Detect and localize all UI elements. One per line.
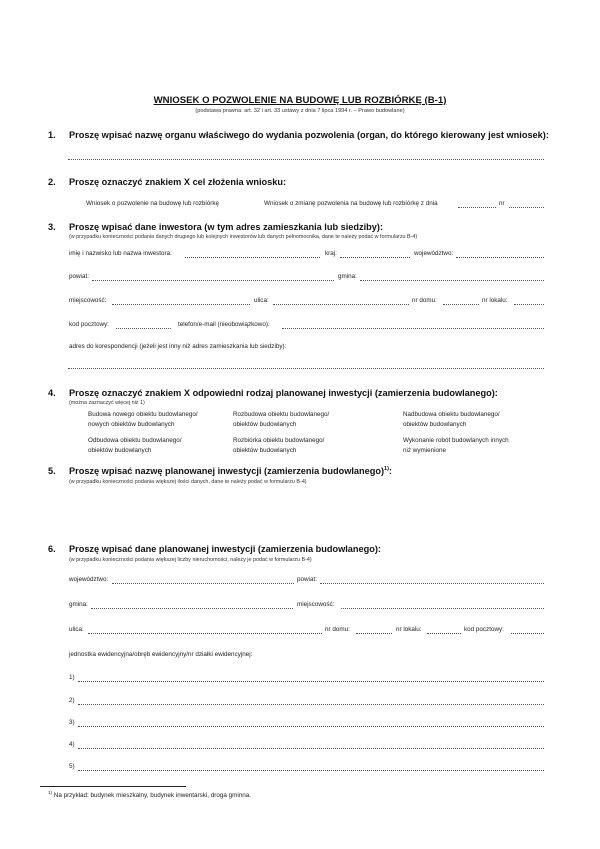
- parcel-row-1-field[interactable]: [78, 681, 544, 682]
- investor-house-number-field[interactable]: [443, 304, 479, 305]
- investor-locality-label: miejscowość:: [69, 297, 107, 304]
- parcel-row-3-number: 3): [69, 719, 75, 726]
- parcel-row-2-field[interactable]: [78, 704, 544, 705]
- change-number-label: nr: [499, 200, 505, 207]
- authority-name-field[interactable]: [68, 159, 544, 160]
- investor-commune-field[interactable]: [360, 280, 544, 281]
- option-line-2: obiektów budowlanych: [233, 421, 297, 428]
- site-apartment-label: nr lokalu:: [396, 626, 422, 633]
- section-3-title: Proszę wpisać dane inwestora (w tym adres zamieszkania lub siedziby):: [69, 222, 384, 232]
- section-5-note: (w przypadku konieczności podania większej ilości danych, dane te należy podać w formularzu B-4): [69, 479, 307, 485]
- footnote-text: Na przykład: budynek mieszkalny, budynek inwentarski, droga gminna.: [53, 792, 252, 800]
- investor-district-label: powiat:: [69, 273, 89, 280]
- investor-name-field[interactable]: [185, 257, 320, 258]
- investor-country-field[interactable]: [340, 257, 410, 258]
- site-voivodeship-field[interactable]: [112, 583, 294, 584]
- investor-locality-field[interactable]: [112, 304, 250, 305]
- site-apartment-field[interactable]: [427, 633, 461, 634]
- site-commune-field[interactable]: [91, 608, 293, 609]
- investor-contact-field[interactable]: [282, 328, 544, 329]
- option-line-2: obiektów budowlanych: [233, 447, 297, 454]
- investor-name-label: imię i nazwisko lub nazwa inwestora:: [69, 250, 172, 257]
- investor-apartment-label: nr lokalu:: [482, 297, 508, 304]
- site-district-label: powiat:: [297, 576, 317, 583]
- investor-district-field[interactable]: [92, 280, 334, 281]
- legal-basis: (podstawa prawna: art. 32 i art. 33 ustawy z dnia 7 lipca 1994 r. – Prawo budowlane): [195, 108, 405, 114]
- option-line-2: obiektów budowlanych: [403, 421, 467, 428]
- parcel-row-5-field[interactable]: [78, 770, 544, 771]
- investor-voivodeship-field[interactable]: [456, 257, 544, 258]
- cadastral-parcel-label: jednostka ewidencyjna/obręb ewidencyjny/nr działki ewidencyjnej:: [69, 651, 253, 658]
- investor-street-field[interactable]: [273, 304, 409, 305]
- option-line-1: Nadbudowa obiektu budowlanego/: [403, 411, 500, 418]
- site-locality-label: miejscowość:: [297, 601, 335, 608]
- section-3-number: 3.: [48, 222, 56, 232]
- section-5-colon: :: [388, 466, 392, 477]
- investor-contact-label: telefon/e-mail (nieobowiązkowo):: [178, 321, 270, 328]
- investor-commune-label: gmina:: [338, 273, 357, 280]
- section-1-number: 1.: [48, 130, 56, 140]
- option-line-2: obiektów budowlanych: [88, 447, 152, 454]
- site-commune-label: gmina:: [69, 601, 88, 608]
- parcel-row-4-field[interactable]: [78, 748, 544, 749]
- option-line-1: Odbudowa obiektu budowlanego/: [88, 437, 182, 444]
- option-line-1: Wykonanie robót budowlanych innych: [403, 437, 509, 444]
- section-5-title-text: Proszę wpisać nazwę planowanej inwestycji (zamierzenia budowlanego): [69, 466, 385, 477]
- change-number-field[interactable]: [509, 207, 544, 208]
- section-3-note: (w przypadku konieczności podania danych drugiego lub kolejnych inwestorów lub danych pełnomocnika, dane te należy podać w formularzu B-4): [69, 234, 418, 240]
- section-2-title: Proszę oznaczyć znakiem X cel złożenia wniosku:: [69, 177, 287, 187]
- investor-country-label: kraj:: [325, 250, 337, 257]
- investor-postal-code-field[interactable]: [116, 328, 171, 329]
- option-line-2: niż wymienione: [403, 447, 447, 454]
- site-district-field[interactable]: [320, 583, 544, 584]
- section-1-title: Proszę wpisać nazwę organu właściwego do wydania pozwolenia (organ, do którego kierowany jest wniosek):: [69, 130, 549, 140]
- purpose-option-new-permit[interactable]: Wniosek o pozwolenie na budowę lub rozbiórkę: [86, 200, 220, 207]
- option-line-1: Budowa nowego obiektu budowlanego/: [88, 411, 198, 418]
- site-postal-code-label: kod pocztowy:: [464, 626, 504, 633]
- footnote-marker: 1): [48, 790, 53, 795]
- section-5-number: 5.: [48, 466, 56, 476]
- footnote-separator: [40, 786, 186, 787]
- section-6-title: Proszę wpisać dane planowanej inwestycji (zamierzenia budowlanego):: [69, 544, 381, 554]
- section-4-note: (można zaznaczyć więcej niż 1): [69, 400, 145, 406]
- change-date-field[interactable]: [458, 207, 496, 208]
- form-title: WNIOSEK O POZWOLENIE NA BUDOWĘ LUB ROZBIÓRKĘ (B-1): [153, 95, 447, 106]
- section-2-number: 2.: [48, 177, 56, 187]
- site-house-number-field[interactable]: [356, 633, 392, 634]
- investor-street-label: ulica:: [254, 297, 269, 304]
- footnote-ref: 1): [384, 466, 389, 472]
- parcel-row-1-number: 1): [69, 674, 75, 681]
- parcel-row-2-number: 2): [69, 697, 75, 704]
- site-postal-code-field[interactable]: [511, 633, 544, 634]
- site-voivodeship-label: województwo:: [69, 576, 109, 583]
- site-street-field[interactable]: [88, 633, 322, 634]
- investor-voivodeship-label: województwo:: [414, 250, 454, 257]
- option-line-1: Rozbudowa obiektu budowlanego/: [233, 411, 330, 418]
- section-5-title: [69, 466, 392, 476]
- section-4-title: Proszę oznaczyć znakiem X odpowiedni rodzaj planowanej inwestycji (zamierzenia budowlanego):: [69, 388, 498, 398]
- option-line-2: nowych obiektów budowlanych: [88, 421, 175, 428]
- correspondence-address-label: adres do korespondencji (jeżeli jest inny niż adres zamieszkania lub siedziby):: [69, 343, 287, 350]
- investor-postal-code-label: kod pocztowy:: [69, 321, 109, 328]
- site-street-label: ulica:: [69, 626, 84, 633]
- section-6-number: 6.: [48, 544, 56, 554]
- section-4-number: 4.: [48, 388, 56, 398]
- parcel-row-3-field[interactable]: [78, 726, 544, 727]
- parcel-row-5-number: 5): [69, 763, 75, 770]
- parcel-row-4-number: 4): [69, 741, 75, 748]
- section-6-note: (w przypadku konieczności podania większej liczby nieruchomości, należy je podać w formularzu B-4): [69, 557, 312, 563]
- investor-apartment-field[interactable]: [514, 304, 544, 305]
- site-house-number-label: nr domu:: [325, 626, 350, 633]
- investor-house-number-label: nr domu:: [412, 297, 437, 304]
- footnote: [48, 790, 251, 799]
- option-line-1: Rozbiórka obiektu budowlanego/: [233, 437, 325, 444]
- site-locality-field[interactable]: [341, 608, 544, 609]
- correspondence-address-field[interactable]: [68, 368, 544, 369]
- purpose-option-change-permit[interactable]: Wniosek o zmianę pozwolenia na budowę lub rozbiórkę z dnia: [264, 200, 438, 207]
